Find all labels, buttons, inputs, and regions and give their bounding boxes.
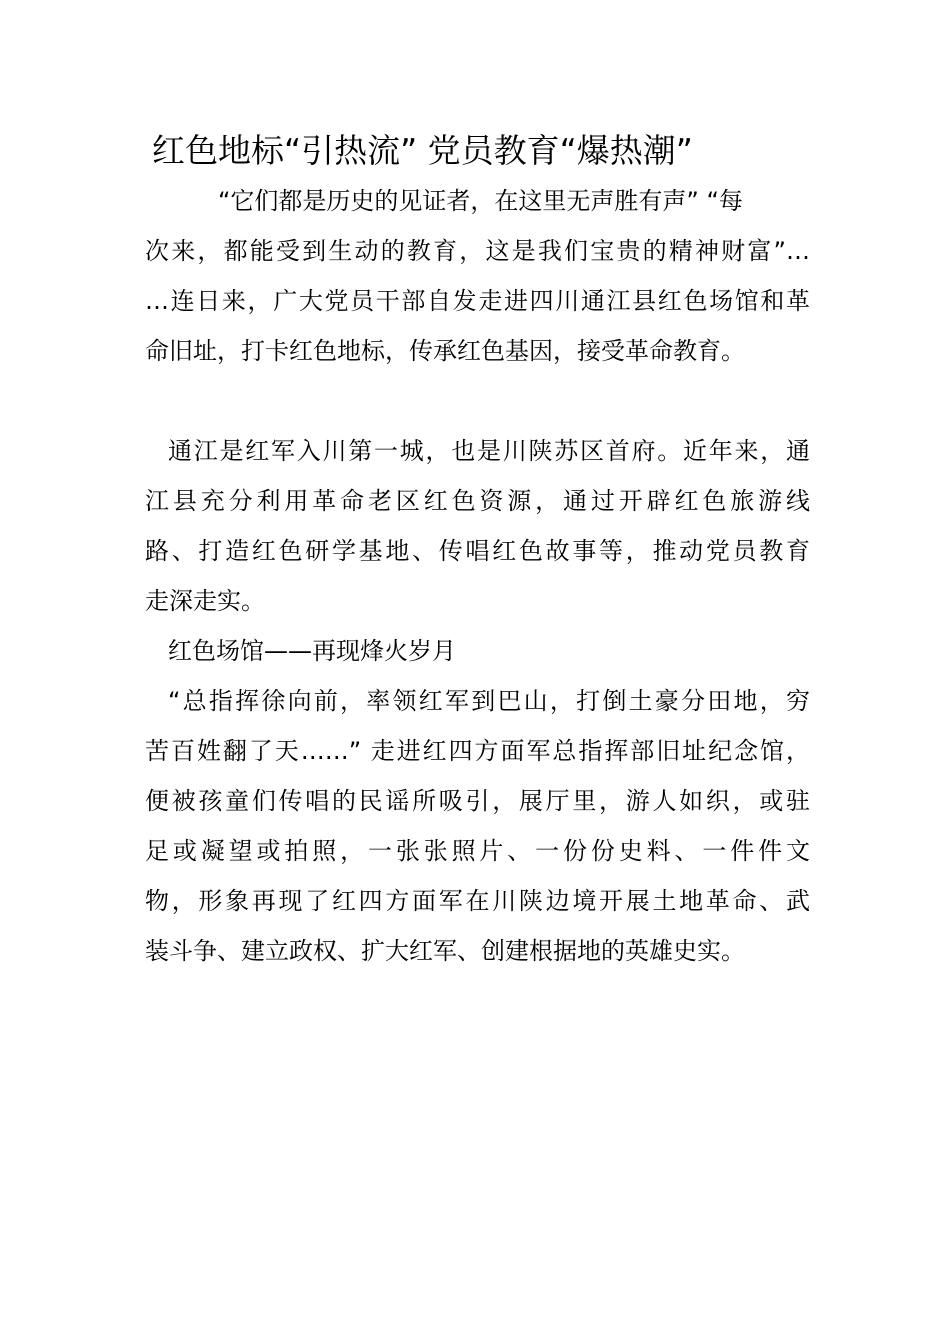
article-title: 红色地标“引热流” 党员教育“爆热潮”: [152, 131, 693, 170]
paragraph-3-line-4: 足或凝望或拍照，一张张照片、一份份史料、一件件文: [145, 837, 810, 865]
paragraph-1-line-4: 命旧址，打卡红色地标，传承红色基因，接受革命教育。: [145, 337, 745, 365]
paragraph-3-line-6: 装斗争、建立政权、扩大红军、创建根据地的英雄史实。: [145, 937, 745, 965]
paragraph-1-line-1: “它们都是历史的见证者，在这里无声胜有声” “每: [218, 187, 743, 215]
paragraph-2-line-4: 走深走实。: [145, 587, 265, 615]
paragraph-3-line-1: “总指挥徐向前，率领红军到巴山，打倒土豪分田地，穷: [168, 687, 810, 715]
paragraph-3-line-5: 物，形象再现了红四方面军在川陕边境开展土地革命、武: [145, 887, 810, 915]
paragraph-2-line-2: 江县充分利用革命老区红色资源，通过开辟红色旅游线: [145, 487, 810, 515]
paragraph-2-line-1: 通江是红军入川第一城，也是川陕苏区首府。近年来，通: [168, 437, 810, 465]
paragraph-1-line-3: …连日来，广大党员干部自发走进四川通江县红色场馆和革: [145, 287, 810, 315]
paragraph-3-line-2: 苦百姓翻了天……” 走进红四方面军总指挥部旧址纪念馆，: [145, 737, 810, 765]
paragraph-2-line-3: 路、打造红色研学基地、传唱红色故事等，推动党员教育: [145, 537, 810, 565]
paragraph-3-line-3: 便被孩童们传唱的民谣所吸引，展厅里，游人如织，或驻: [145, 787, 810, 815]
section-heading: 红色场馆——再现烽火岁月: [168, 637, 456, 665]
paragraph-1-line-2: 次来，都能受到生动的教育，这是我们宝贵的精神财富”…: [145, 237, 810, 265]
